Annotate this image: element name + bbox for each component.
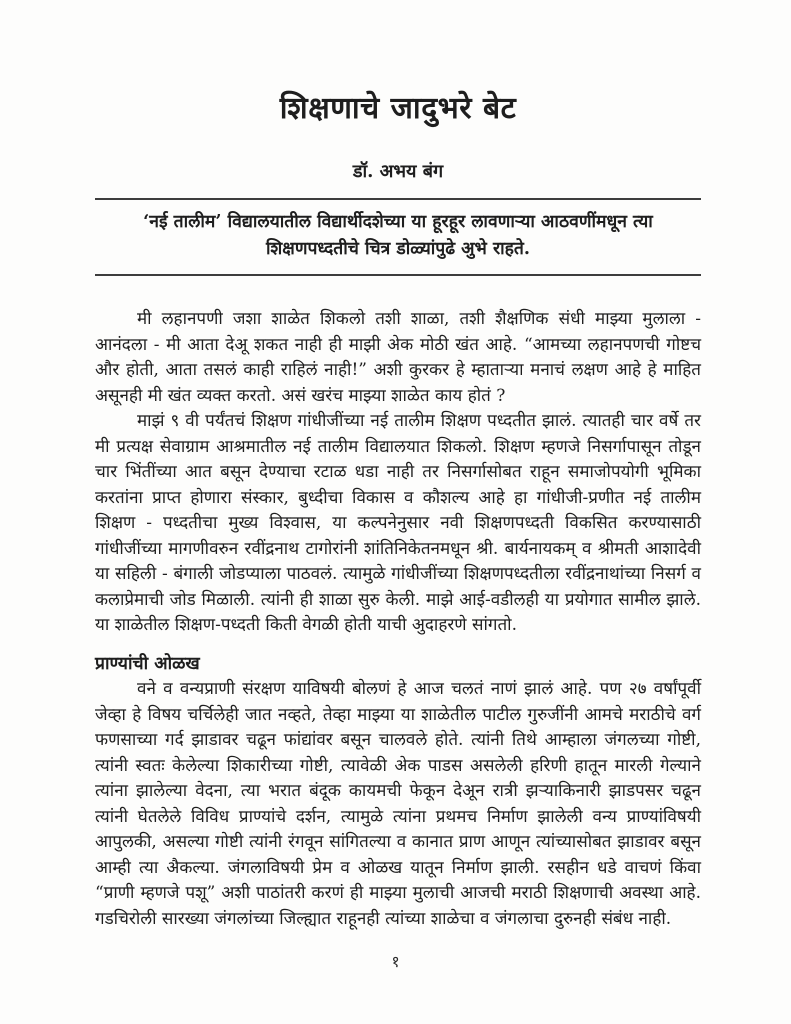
body-paragraph: वने व वन्यप्राणी संरक्षण याविषयी बोलणं हे आज चलतं नाणं झालं आहे. पण २७ वर्षांपूर्वी जेव्हा हे विषय चर्चिलेही जात नव्हते, तेव्हा माझ्या या शाळेतील पाटील गुरुजींनी आमचे मराठीचे वर्ग फणसाच्या गर्द झाडावर चढून फांद्यांवर बसून चालवले होते. त्यांनी तिथे आम्हाला जंगलच्या गोष्टी, त्यांनी स्वतः केलेल्या शिकारीच्या गोष्टी, त्यावेळी अेक पाडस असलेली हरिणी हातून मारली गेल्याने त्यांना झालेल्या वेदना, त्या भरात बंदूक कायमची फेकून देअून रात्री झऱ्याकिनारी झाडपसर चढून त्यांनी घेतलेले विविध प्राण्यांचे दर्शन, त्यामुळे त्यांना प्रथमच निर्माण झालेली वन्य प्राण्यांविषयी आपुलकी, असल्या गोष्टी त्यांनी रंगवून सांगितल्या व कानात प्राण आणून त्यांच्यासोबत झाडावर बसून आम्ही त्या अैकल्या. जंगलाविषयी प्रेम व ओळख यातून निर्माण झाली. रसहीन धडे वाचणं किंवा “प्राणी म्हणजे पशू” अशी पाठांतरी करणं ही माझ्या मुलाची आजची मराठी शिक्षणाची अवस्था आहे. गडचिरोली सारख्या जंगलांच्या जिल्ह्यात राहूनही त्यांच्या शाळेचा व जंगलाचा दुरुनही संबंध नाही. (95, 679, 701, 929)
body-paragraph: मी लहानपणी जशा शाळेत शिकलो तशी शाळा, तशी शैक्षणिक संधी माझ्या मुलाला - आनंदला - मी आता देअू शकत नाही ही माझी अेक मोठी खंत आहे. “आमच्या लहानपणची गोष्टच और होती, आता तसलं काही राहिलं नाही!” अशी कुरकर हे म्हाताऱ्या मनाचं लक्षण आहे हे माहित असूनही मी खंत व्यक्त करतो. असं खरंच माझ्या शाळेत काय होतं ? (95, 309, 701, 406)
article-body (95, 307, 701, 932)
divider-bottom (95, 274, 701, 276)
epigraph-line-2: शिक्षणपध्दतीचे चित्र डोळ्यांपुढे अुभे राहते. (265, 239, 531, 259)
epigraph (95, 200, 701, 274)
section-heading: प्राण्यांची ओळख (95, 653, 200, 674)
body-paragraph: माझं ९ वी पर्यंतचं शिक्षण गांधीजींच्या नई तालीम शिक्षण पध्दतीत झालं. त्यातही चार वर्षे तर मी प्रत्यक्ष सेवाग्राम आश्रमातील नई तालीम विद्यालयात शिकलो. शिक्षण म्हणजे निसर्गापासून तोडून चार भिंतींच्या आत बसून देण्याचा रटाळ धडा नाही तर निसर्गासोबत राहून समाजोपयोगी भूमिका करतांना प्राप्त होणारा संस्कार, बुध्दीचा विकास व कौशल्य आहे हा गांधीजी-प्रणीत नई तालीम शिक्षण - पध्दतीचा मुख्य विश्वास, या कल्पनेनुसार नवी शिक्षणपध्दती विकसित करण्यासाठी गांधीजींच्या मागणीवरुन रवींद्रनाथ टागोरांनी शांतिनिकेतनमधून श्री. बार्यनायकम् व श्रीमती आशादेवी या सहिली - बंगाली जोडप्याला पाठवलं. त्यामुळे गांधीजींच्या शिक्षणपध्दतीला रवींद्रनाथांच्या निसर्ग व कलाप्रेमाची जोड मिळाली. त्यांनी ही शाळा सुरु केली. माझे आई-वडीलही या प्रयोगात सामील झाले. या शाळेतील शिक्षण-पध्दती किती वेगळी होती याची अुदाहरणे सांगतो. (95, 411, 701, 635)
page-number: १ (391, 952, 400, 971)
page-title: शिक्षणाचे जादुभरे बेट (279, 91, 517, 126)
author-byline: डॉ. अभय बंग (352, 161, 444, 182)
epigraph-line-1: ‘नई तालीम’ विद्यालयातील विद्यार्थीदशेच्या या हूरहूर लावणाऱ्या आठवणींमधून त्या (143, 212, 653, 232)
